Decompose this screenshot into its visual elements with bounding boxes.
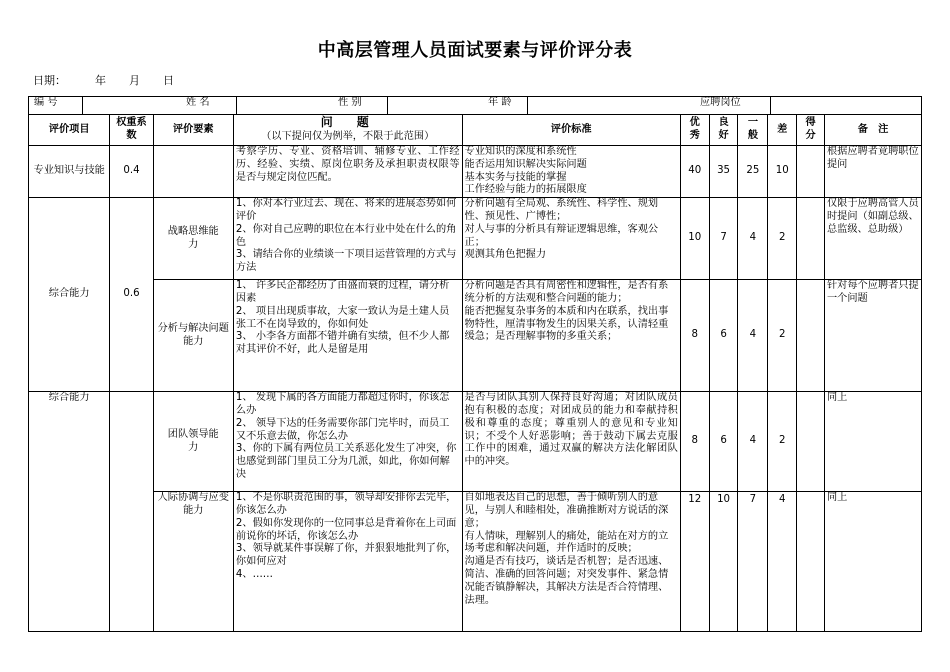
- score-cell[interactable]: [797, 198, 825, 280]
- table-row: [29, 392, 922, 492]
- age-field[interactable]: [527, 97, 698, 114]
- remarks-cell: 根据应聘者竟聘职位提问: [824, 146, 921, 198]
- poor-cell: 10: [768, 146, 797, 198]
- good-cell: 6: [709, 280, 738, 392]
- table-row: [29, 492, 922, 632]
- standard-cell: 分析问题是否具有周密性和逻辑性，是否有系统分析的方法观和整合问题的能力； 能否把握复杂事务的本质和内在联系，找出事物特性，厘清事物发生的因果关系，认清轻重缓急；是否理解事物的多重关系；: [462, 280, 680, 392]
- element-cell: 人际协调与应变能力: [153, 492, 233, 632]
- header-item: 评价项目: [29, 115, 110, 146]
- position-field[interactable]: [770, 97, 922, 114]
- date-month: 月: [129, 74, 140, 87]
- average-cell: 25: [738, 146, 768, 198]
- average-cell: 4: [738, 198, 768, 280]
- gender-field[interactable]: [387, 97, 483, 114]
- date-label: 日期：: [33, 74, 66, 87]
- header-remarks: 备 注: [824, 115, 921, 146]
- good-cell: 10: [709, 492, 738, 632]
- evaluation-table: [28, 96, 922, 632]
- gender-label: 性 别: [338, 97, 362, 108]
- name-label: 姓 名: [186, 97, 210, 108]
- excellent-cell: 8: [680, 280, 709, 392]
- poor-cell: 2: [768, 392, 797, 492]
- poor-cell: 4: [768, 492, 797, 632]
- remarks-cell: 针对每个应聘者只提一个问题: [824, 280, 921, 392]
- average-cell: 4: [738, 280, 768, 392]
- score-cell[interactable]: [797, 492, 825, 632]
- table-row: [29, 146, 922, 198]
- standard-cell: 专业知识的深度和系统性 能否运用知识解决实际问题 基本实务与技能的掌握 工作经验与能力的拓展限度: [462, 146, 680, 198]
- question-cell: 考察学历、专业、资格培训、辅修专业、工作经历、经验、实绩、原岗位职务及承担职责权限等是否与规定岗位匹配。: [233, 146, 462, 198]
- element-cell: 分析与解决问题能力: [153, 280, 233, 392]
- form-title: 中高层管理人员面试要素与评价评分表: [317, 40, 633, 61]
- header-question-note: （以下提问仅为例举，不限于此范围）: [261, 131, 435, 142]
- date-line: [33, 72, 174, 88]
- excellent-cell: 8: [680, 392, 709, 492]
- item-cell: 综合能力: [29, 198, 110, 392]
- header-excellent: 优秀: [680, 115, 709, 146]
- info-row: [29, 97, 922, 115]
- excellent-cell: 12: [680, 492, 709, 632]
- poor-cell: 2: [768, 280, 797, 392]
- remarks-cell: 同上: [824, 492, 921, 632]
- excellent-cell: 10: [680, 198, 709, 280]
- score-cell[interactable]: [797, 146, 825, 198]
- number-label: 编 号: [34, 97, 58, 108]
- element-cell: [153, 146, 233, 198]
- header-question-title: 问 题: [320, 115, 375, 130]
- poor-cell: 2: [768, 198, 797, 280]
- good-cell: 35: [709, 146, 738, 198]
- standard-cell: 是否与团队其别人保持良好沟通；对团队成员抱有积极的态度；对团成员的能力和奉献持积极和尊重的态度；尊重别人的意见和专业知识；不受个人好恶影响；善于鼓动下属去克服工作中的困难，通过双赢的解决方法化解团队中的冲突。: [462, 392, 680, 492]
- standard-cell: 分析问题有全局观、系统性、科学性、规划性、预见性、广博性； 对人与事的分析具有辩证逻辑思维，客观公正； 观测其角色把握力: [462, 198, 680, 280]
- position-label: 应聘岗位: [700, 97, 741, 108]
- table-row: [29, 280, 922, 392]
- good-cell: 7: [709, 198, 738, 280]
- header-average: 一般: [738, 115, 768, 146]
- header-element: 评价要素: [153, 115, 233, 146]
- remarks-cell: 同上: [824, 392, 921, 492]
- question-cell: 1、 发现下属的各方面能力都超过你时，你该怎么办 2、 领导下达的任务需要你部门完毕时，而员工又不乐意去做，你怎么办 3、你的下属有两位员工关系恶化发生了冲突，你也感觉到部门里员工分为几派，如此，你如何解决: [233, 392, 462, 492]
- average-cell: 4: [738, 392, 768, 492]
- item-cell: 综合能力: [29, 392, 110, 632]
- header-weight: 权重系数: [110, 115, 153, 146]
- question-cell: 1、不是你职责范围的事，领导却安排你去完毕，你该怎么办 2、假如你发现你的一位同事总是背着你在上司面前说你的坏话，你该怎么办 3、领导就某件事误解了你，并狠狠地批判了你，你如何应对 4、……: [233, 492, 462, 632]
- element-cell: 团队领导能力: [153, 392, 233, 492]
- table-row: [29, 198, 922, 280]
- header-row: [29, 115, 922, 146]
- name-field[interactable]: [236, 97, 337, 114]
- average-cell: 7: [738, 492, 768, 632]
- score-cell[interactable]: [797, 280, 825, 392]
- header-score: 得分: [797, 115, 825, 146]
- date-day: 日: [163, 74, 174, 87]
- weight-cell: 0.6: [110, 198, 153, 392]
- header-question: [233, 115, 462, 146]
- item-cell: 专业知识与技能: [29, 146, 110, 198]
- number-field[interactable]: [82, 97, 183, 114]
- age-label: 年 龄: [488, 97, 512, 108]
- header-poor: 差: [768, 115, 797, 146]
- standard-cell: 自如地表达自己的思想，善于倾听别人的意见，与别人和睦相处，准确推断对方说话的深意； 有人情味，理解别人的痛处，能站在对方的立场考虑和解决问题，并作适时的反映； 沟通是否有技巧，谈话是否机智；是否迅速、简洁、准确的回答问题；对突发事件、紧急情况能否镇静解决，其解决方法是否合符情理、法理。: [462, 492, 680, 632]
- remarks-cell: 仅限于应聘高管人员时提问（如副总级、总监级、总助级）: [824, 198, 921, 280]
- excellent-cell: 40: [680, 146, 709, 198]
- date-year: 年: [95, 74, 106, 87]
- element-cell: 战略思维能力: [153, 198, 233, 280]
- header-good: 良好: [709, 115, 738, 146]
- score-cell[interactable]: [797, 392, 825, 492]
- weight-cell: [110, 392, 153, 632]
- weight-cell: 0.4: [110, 146, 153, 198]
- good-cell: 6: [709, 392, 738, 492]
- question-cell: 1、你对本行业过去、现在、将来的进展态势如何评价 2、你对自己应聘的职位在本行业中处在什么的角色 3、请结合你的业绩谈一下项目运营管理的方式与方法: [233, 198, 462, 280]
- question-cell: 1、 许多民企都经历了由盛而衰的过程，请分析因素 2、 项目出现质事故，大家一致认为是土建人员张工不在岗导致的，你如何处 3、 小李各方面都不错并确有实绩，但不少人都对其评价不好，此人是留是用: [233, 280, 462, 392]
- header-standard: 评价标准: [462, 115, 680, 146]
